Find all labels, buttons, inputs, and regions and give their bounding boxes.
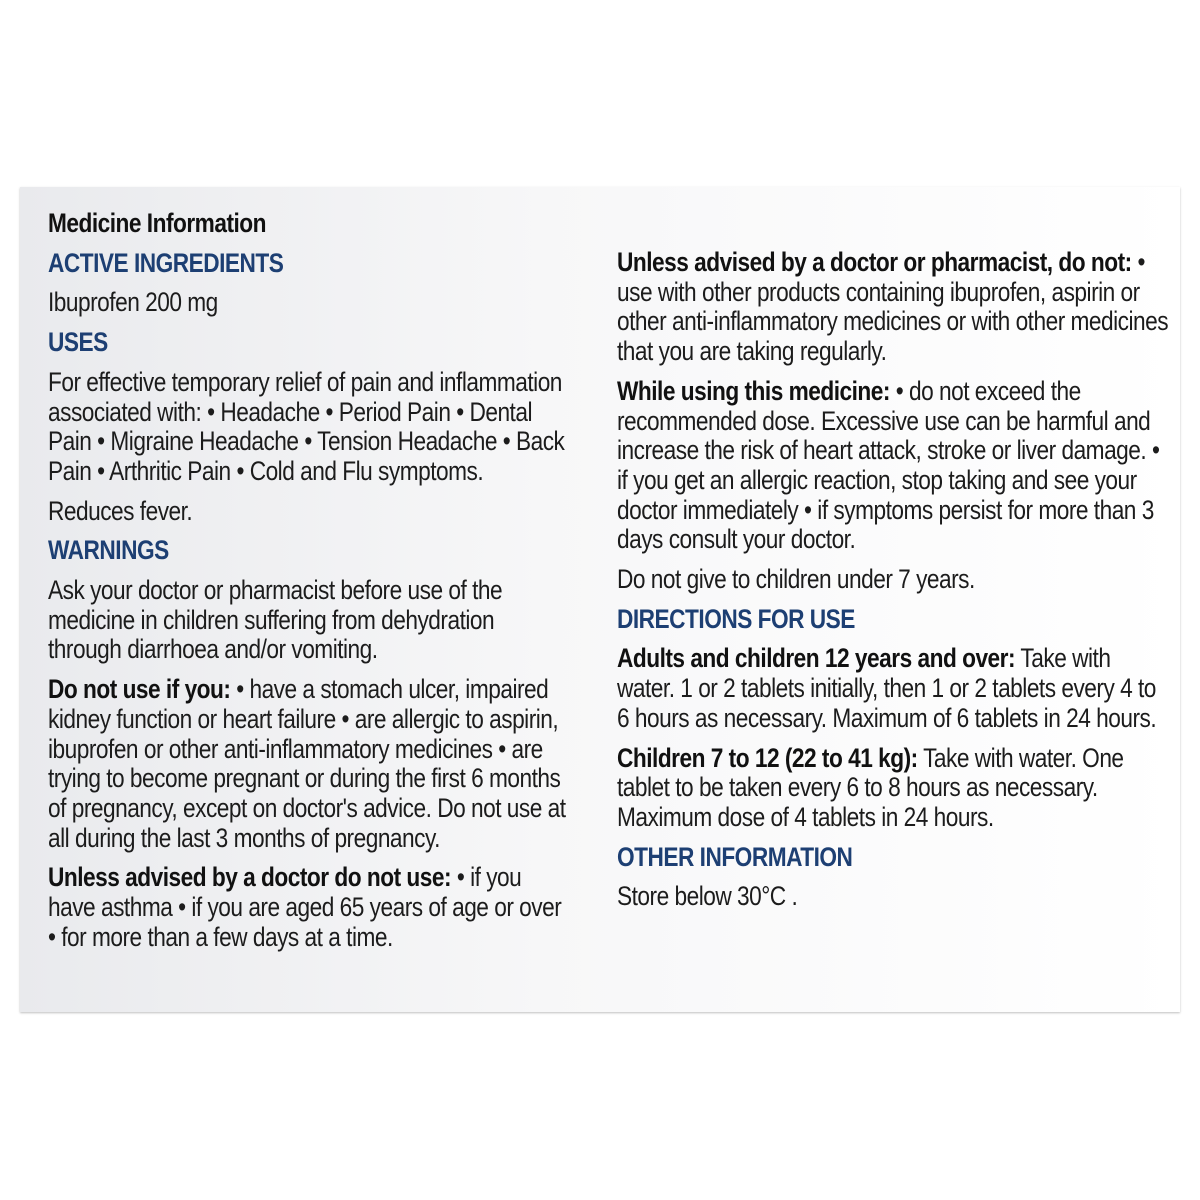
adults-label: Adults and children 12 years and over: xyxy=(617,643,1016,674)
medicine-information-title: Medicine Information xyxy=(48,208,267,238)
unless-doctor-text: • if you have asthma • if you are aged 65 years of age or over • for more than a few days at a time. xyxy=(48,862,562,952)
active-ingredients-text: Ibuprofen 200 mg xyxy=(48,287,218,318)
unless-pharmacist-paragraph xyxy=(617,248,1171,367)
adults-paragraph xyxy=(617,644,1171,733)
other-information-text: Store below 30°C . xyxy=(617,881,798,912)
unless-pharmacist-label: Unless advised by a doctor or pharmacist, do not: xyxy=(617,247,1132,277)
uses-fever-text: Reduces fever. xyxy=(48,495,193,526)
warnings-text: Ask your doctor or pharmacist before use of the medicine in children suffering from dehydration through diarrhoea and/or vomiting. xyxy=(48,575,503,665)
active-ingredients-heading: ACTIVE INGREDIENTS xyxy=(48,247,284,278)
do-not-use-paragraph xyxy=(48,675,569,853)
left-column xyxy=(48,209,569,962)
unless-pharmacist-text: • use with other products containing ibuprofen, aspirin or other anti-inflammatory medicines or with other medicines that you are taking regularly. xyxy=(617,247,1169,367)
while-using-text: • do not exceed the recommended dose. Excessive use can be harmful and increase the risk of heart attack, stroke or liver damage. • if you get an allergic reaction, stop taking and see your doctor immediately • if symptoms persist for more than 3 days consult your doctor. xyxy=(617,375,1160,555)
children-text: Take with water. One tablet to be taken every 6 to 8 hours as necessary. Maximum dose of 4 tablets in 24 hours. xyxy=(617,742,1124,832)
right-column xyxy=(617,248,1171,922)
other-information-heading: OTHER INFORMATION xyxy=(617,841,853,872)
unless-doctor-label: Unless advised by a doctor do not use: xyxy=(48,862,452,893)
medicine-information-panel xyxy=(20,187,1180,1012)
uses-heading: USES xyxy=(48,327,108,358)
while-using-label: While using this medicine: xyxy=(617,375,890,406)
unless-doctor-paragraph xyxy=(48,863,569,952)
adults-text: Take with water. 1 or 2 tablets initially, then 1 or 2 tablets every 4 to 6 hours as necessary. Maximum of 6 tablets in 24 hours. xyxy=(617,643,1157,733)
warnings-heading: WARNINGS xyxy=(48,535,169,566)
do-not-use-text: • have a stomach ulcer, impaired kidney function or heart failure • are allergic to aspirin, ibuprofen or other anti-inflammatory medicines • are trying to become pregnant or during the first 6 months of pregnancy, except on doctor's advice. Do not use at all during the last 3 months of pregnancy. xyxy=(48,674,566,853)
do-not-use-label: Do not use if you: xyxy=(48,674,231,705)
children-label: Children 7 to 12 (22 to 41 kg): xyxy=(617,742,918,773)
uses-text: For effective temporary relief of pain and inflammation associated with: • Headache • Period Pain • Dental Pain • Migraine Headache • Tension Headache • Back Pain • Arthritic Pain • Cold and Flu symptoms. xyxy=(48,366,565,486)
directions-heading: DIRECTIONS FOR USE xyxy=(617,603,855,634)
children-paragraph xyxy=(617,744,1171,833)
children-under-7-text: Do not give to children under 7 years. xyxy=(617,564,975,595)
while-using-paragraph xyxy=(617,377,1171,555)
